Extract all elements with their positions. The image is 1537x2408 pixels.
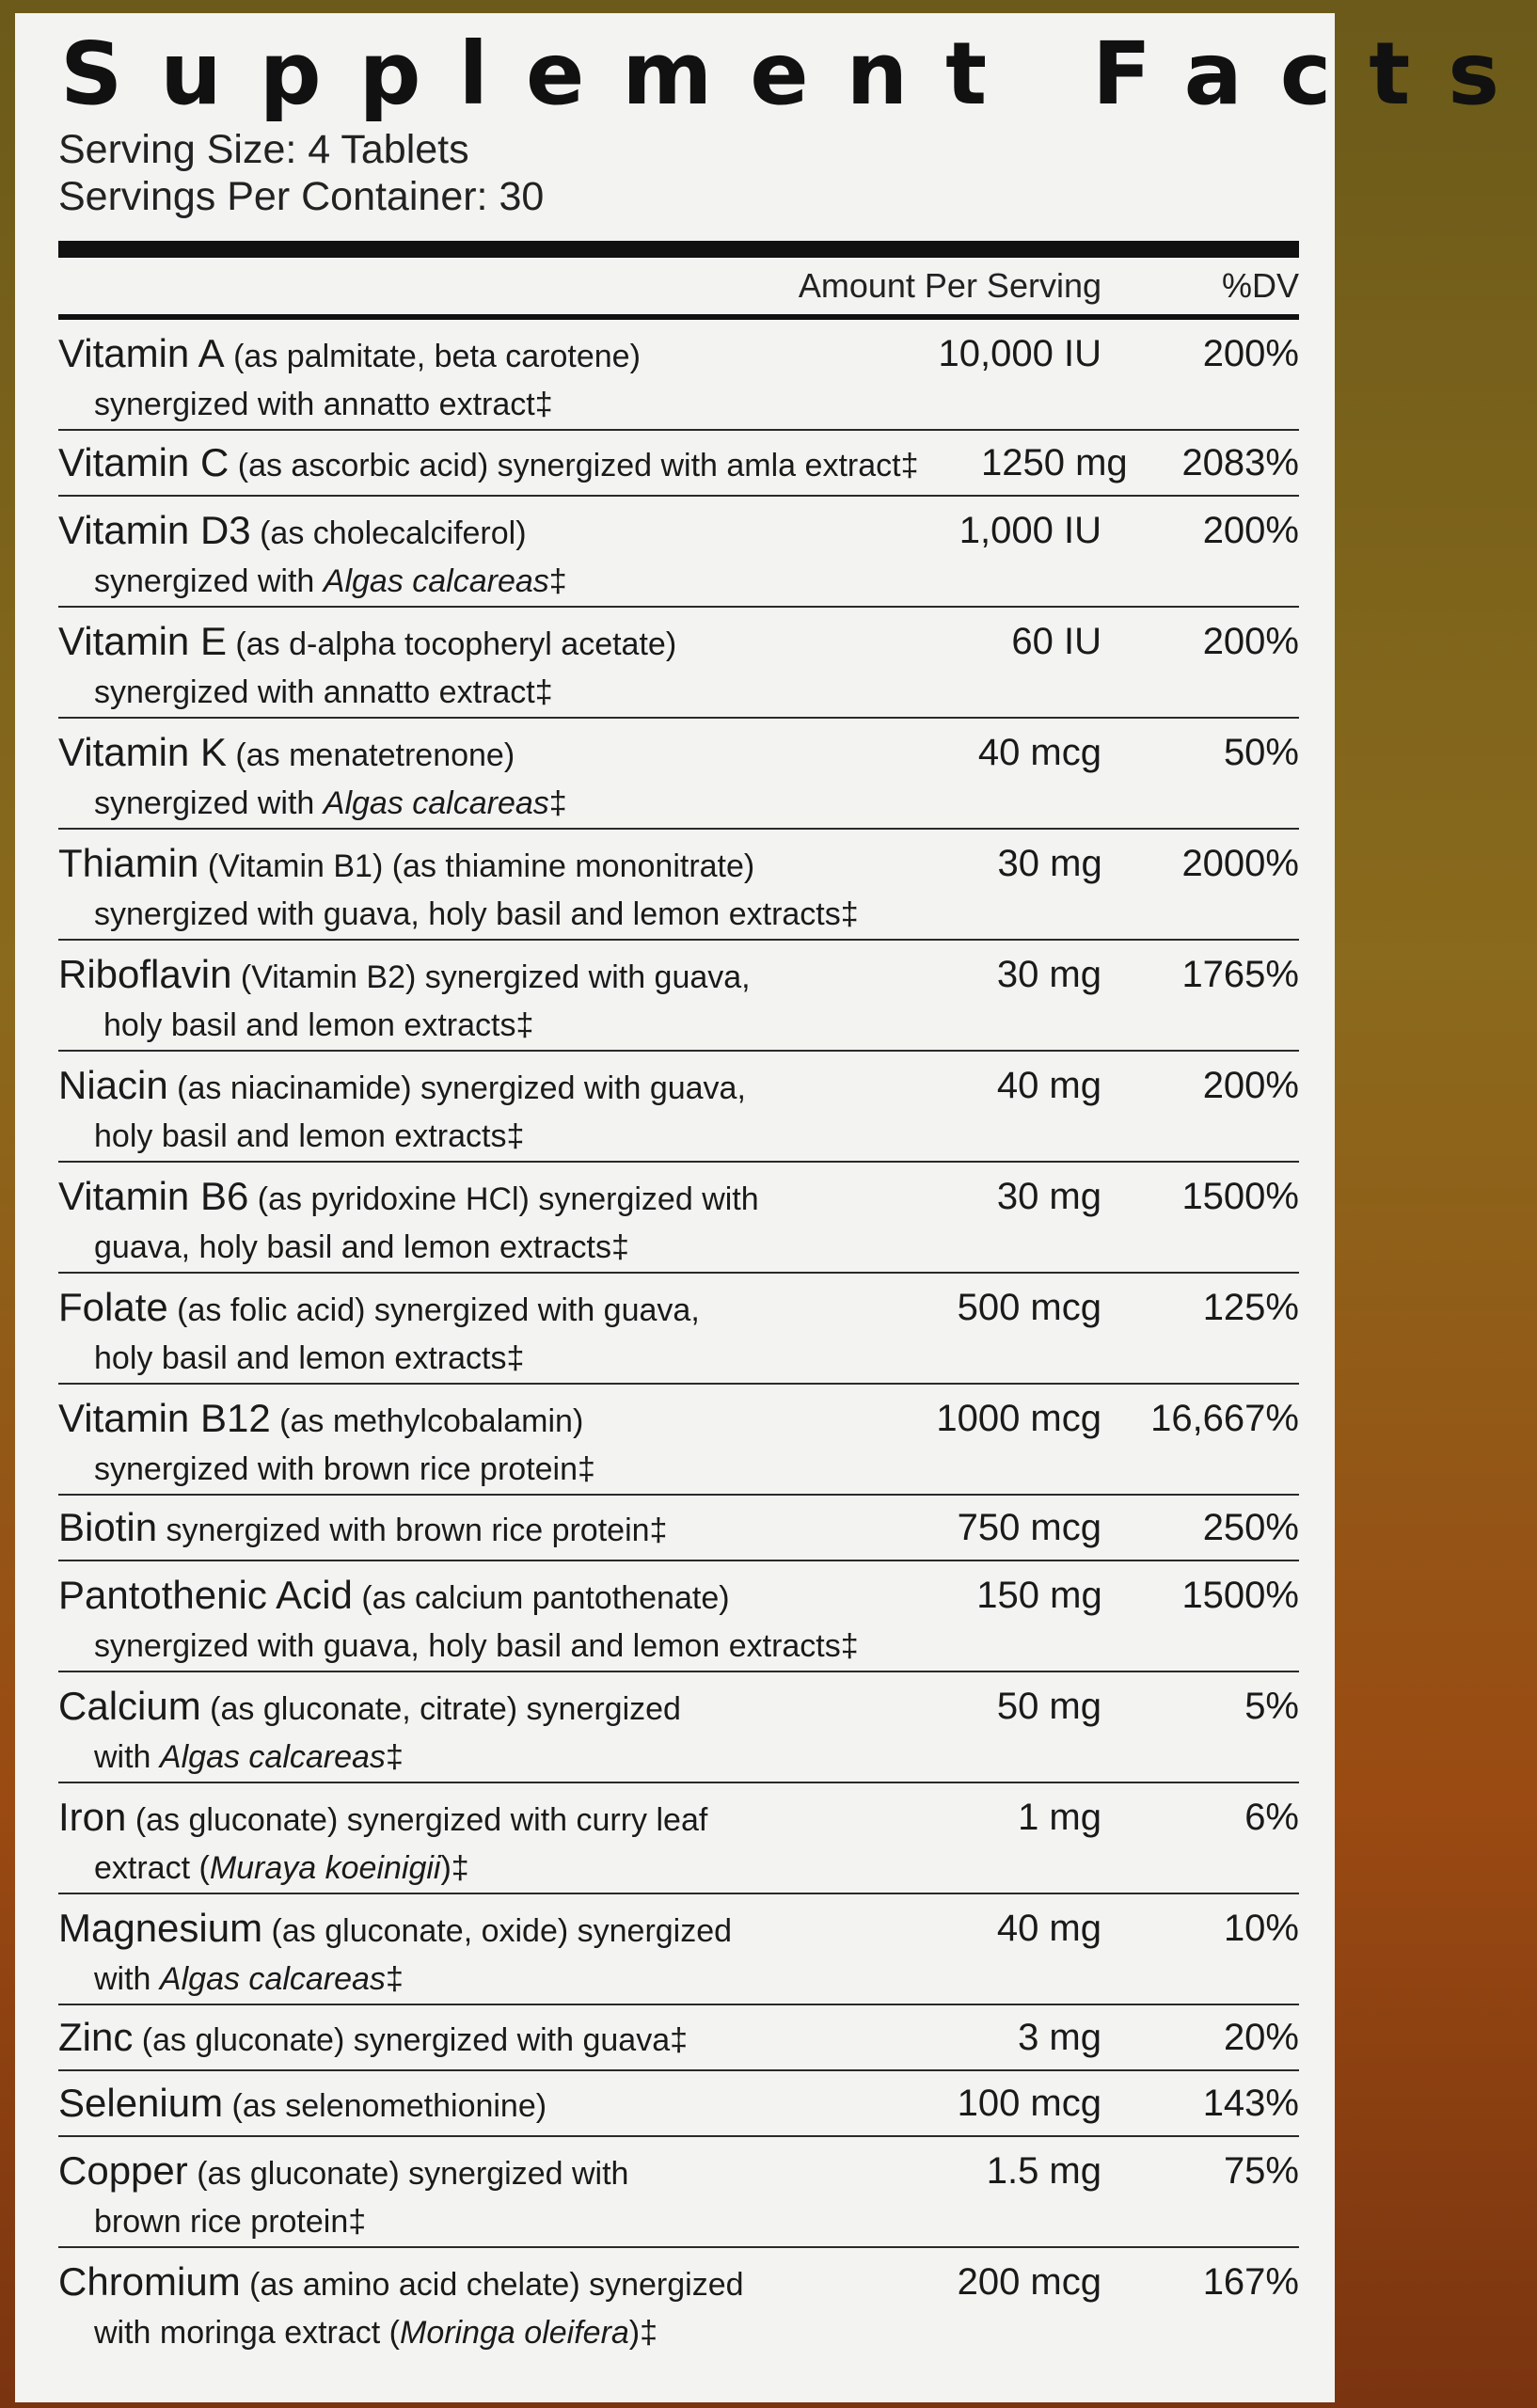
nutrient-name: Copper — [58, 2148, 188, 2193]
nutrient-row — [58, 1894, 1299, 2005]
nutrient-dv: 16,667% — [1150, 1398, 1299, 1439]
nutrient-amount: 40 mg — [996, 1908, 1101, 1949]
nutrient-detail-end: ‡ — [385, 1961, 404, 1997]
nutrient-row — [58, 2071, 1299, 2137]
nutrient-amount: 200 mcg — [957, 2261, 1101, 2303]
nutrient-row — [58, 1496, 1299, 1561]
nutrient-source: (Vitamin B2) synergized with guava, — [231, 959, 751, 995]
nutrient-name: Niacin — [58, 1063, 168, 1107]
nutrient-dv: 250% — [1202, 1507, 1299, 1548]
nutrient-detail-end: ‡ — [385, 1739, 404, 1775]
nutrient-amount: 1250 mg — [980, 442, 1128, 483]
nutrient-row — [58, 2248, 1299, 2359]
nutrient-dv: 125% — [1202, 1287, 1299, 1328]
nutrient-detail-end: )‡ — [628, 2315, 658, 2351]
nutrient-dv: 5% — [1244, 1686, 1299, 1727]
nutrient-name: Vitamin C — [58, 440, 230, 484]
nutrient-name: Thiamin — [58, 841, 199, 885]
nutrient-name: Folate — [58, 1285, 168, 1329]
nutrient-amount: 750 mcg — [957, 1507, 1101, 1548]
serving-size: Serving Size: 4 Tablets — [58, 127, 469, 172]
nutrient-detail: brown rice protein‡ — [94, 2204, 367, 2240]
nutrient-source: (as pyridoxine HCl) synergized with — [248, 1181, 759, 1217]
nutrient-row — [58, 1561, 1299, 1672]
nutrient-source: (Vitamin B1) (as thiamine mononitrate) — [198, 848, 755, 884]
nutrient-dv: 143% — [1202, 2083, 1299, 2124]
nutrient-name: Vitamin K — [58, 730, 227, 774]
nutrient-source: (as niacinamide) synergized with guava, — [167, 1070, 746, 1106]
nutrient-name: Vitamin A — [58, 331, 225, 375]
nutrient-detail-italic: Algas calcareas — [159, 1739, 386, 1775]
nutrient-source: (as selenomethionine) — [223, 2088, 547, 2124]
serving-info — [58, 126, 1299, 220]
nutrient-amount: 1000 mcg — [936, 1398, 1101, 1439]
nutrient-detail: synergized with — [94, 785, 324, 821]
nutrient-dv: 50% — [1223, 732, 1299, 773]
nutrient-name: Iron — [58, 1795, 127, 1839]
nutrient-source: (as gluconate, oxide) synergized — [262, 1913, 733, 1949]
nutrient-row — [58, 719, 1299, 830]
nutrient-source: (as cholecalciferol) — [250, 515, 527, 551]
nutrient-name: Magnesium — [58, 1906, 263, 1950]
nutrient-row — [58, 2137, 1299, 2248]
nutrient-amount: 3 mg — [1018, 2017, 1101, 2058]
nutrient-row — [58, 1783, 1299, 1894]
nutrient-detail: guava, holy basil and lemon extracts‡ — [94, 1229, 629, 1265]
nutrient-amount: 1 mg — [1018, 1797, 1101, 1838]
nutrient-detail: with moringa extract ( — [94, 2315, 400, 2351]
nutrient-dv: 200% — [1202, 333, 1299, 374]
nutrient-name: Riboflavin — [58, 952, 232, 996]
nutrient-source: synergized with brown rice protein‡ — [157, 1513, 668, 1548]
panel-title: Supplement Facts — [60, 24, 1537, 124]
nutrient-detail-end: ‡ — [548, 563, 567, 599]
amount-header: Amount Per Serving — [798, 266, 1101, 305]
nutrient-dv: 20% — [1223, 2017, 1299, 2058]
nutrient-source: (as folic acid) synergized with guava, — [167, 1292, 700, 1328]
nutrient-source: (as ascorbic acid) synergized with amla extract‡ — [229, 448, 919, 483]
nutrient-detail: synergized with guava, holy basil and lemon extracts‡ — [94, 1628, 859, 1664]
nutrient-name: Vitamin E — [58, 619, 227, 663]
nutrient-dv: 1500% — [1181, 1575, 1299, 1616]
nutrient-dv: 6% — [1244, 1797, 1299, 1838]
nutrient-dv: 75% — [1223, 2150, 1299, 2192]
nutrient-dv: 1765% — [1181, 954, 1299, 995]
nutrient-dv: 200% — [1202, 1065, 1299, 1106]
nutrient-amount: 10,000 IU — [938, 333, 1101, 374]
nutrient-detail: synergized with — [94, 563, 324, 599]
nutrient-dv: 200% — [1202, 510, 1299, 551]
nutrient-amount: 100 mcg — [957, 2083, 1101, 2124]
nutrient-row — [58, 1672, 1299, 1783]
nutrient-amount: 150 mg — [976, 1575, 1102, 1616]
dv-header: %DV — [1221, 266, 1299, 305]
nutrient-source: (as palmitate, beta carotene) — [224, 339, 641, 374]
nutrient-source: (as gluconate) synergized with curry leaf — [126, 1802, 708, 1838]
nutrient-source: (as calcium pantothenate) — [352, 1580, 730, 1616]
nutrient-detail-italic: Algas calcareas — [323, 785, 549, 821]
nutrient-source: (as gluconate) synergized with — [187, 2156, 629, 2192]
nutrient-detail-italic: Moringa oleifera — [400, 2315, 629, 2351]
nutrient-detail: with — [94, 1961, 160, 1997]
nutrient-name: Vitamin B6 — [58, 1174, 249, 1218]
nutrient-row — [58, 497, 1299, 608]
nutrient-amount: 50 mg — [996, 1686, 1101, 1727]
thick-divider — [58, 241, 1299, 258]
nutrient-detail-italic: Algas calcareas — [159, 1961, 386, 1997]
nutrient-detail: synergized with annatto extract‡ — [94, 674, 553, 710]
nutrient-detail-italic: Muraya koeinigii — [209, 1850, 441, 1886]
nutrient-amount: 30 mg — [996, 1176, 1101, 1217]
nutrient-amount: 1,000 IU — [959, 510, 1101, 551]
nutrient-name: Pantothenic Acid — [58, 1573, 353, 1617]
nutrient-detail: holy basil and lemon extracts‡ — [94, 1340, 525, 1376]
nutrient-name: Calcium — [58, 1684, 201, 1728]
nutrient-name: Biotin — [58, 1505, 158, 1549]
nutrient-amount: 30 mg — [997, 843, 1102, 884]
nutrient-name: Selenium — [58, 2081, 224, 2125]
nutrient-dv: 167% — [1202, 2261, 1299, 2303]
nutrient-detail: synergized with annatto extract‡ — [94, 387, 553, 422]
nutrient-row — [58, 431, 1299, 497]
nutrient-table — [58, 320, 1299, 2359]
nutrient-row — [58, 2005, 1299, 2071]
nutrient-name: Chromium — [58, 2259, 241, 2304]
nutrient-detail: synergized with guava, holy basil and lemon extracts‡ — [94, 896, 859, 932]
nutrient-amount: 60 IU — [1011, 621, 1101, 662]
nutrient-dv: 10% — [1223, 1908, 1299, 1949]
nutrient-detail: with — [94, 1739, 160, 1775]
nutrient-dv: 1500% — [1181, 1176, 1299, 1217]
nutrient-source: (as gluconate, citrate) synergized — [200, 1691, 681, 1727]
column-header — [58, 258, 1299, 314]
nutrient-detail-end: ‡ — [548, 785, 567, 821]
nutrient-detail: synergized with brown rice protein‡ — [94, 1451, 595, 1487]
nutrient-source: (as gluconate) synergized with guava‡ — [133, 2022, 689, 2058]
nutrient-row — [58, 1274, 1299, 1385]
nutrient-detail-end: )‡ — [440, 1850, 469, 1886]
nutrient-row — [58, 1385, 1299, 1496]
nutrient-source: (as d-alpha tocopheryl acetate) — [226, 626, 677, 662]
nutrient-detail-italic: Algas calcareas — [323, 563, 549, 599]
nutrient-amount: 1.5 mg — [986, 2150, 1101, 2192]
nutrient-row — [58, 1052, 1299, 1163]
nutrient-name: Zinc — [58, 2015, 134, 2059]
nutrient-amount: 30 mg — [996, 954, 1101, 995]
nutrient-dv: 200% — [1202, 621, 1299, 662]
nutrient-amount: 500 mcg — [957, 1287, 1101, 1328]
supplement-facts-panel — [15, 13, 1537, 2402]
nutrient-detail: holy basil and lemon extracts‡ — [103, 1007, 534, 1043]
nutrient-amount: 40 mcg — [977, 732, 1101, 773]
nutrient-name: Vitamin D3 — [58, 508, 251, 552]
nutrient-source: (as amino acid chelate) synergized — [240, 2267, 744, 2303]
nutrient-source: (as menatetrenone) — [226, 737, 515, 773]
nutrient-dv: 2083% — [1181, 442, 1299, 483]
nutrient-amount: 40 mg — [996, 1065, 1101, 1106]
nutrient-name: Vitamin B12 — [58, 1396, 271, 1440]
nutrient-row — [58, 830, 1299, 941]
nutrient-source: (as methylcobalamin) — [270, 1403, 584, 1439]
nutrient-dv: 2000% — [1181, 843, 1299, 884]
nutrient-row — [58, 608, 1299, 719]
nutrient-row — [58, 941, 1299, 1052]
nutrient-detail: extract ( — [94, 1850, 210, 1886]
nutrient-row — [58, 1163, 1299, 1274]
nutrient-row — [58, 320, 1299, 431]
nutrient-detail: holy basil and lemon extracts‡ — [94, 1118, 525, 1154]
servings-per-container: Servings Per Container: 30 — [58, 174, 545, 219]
